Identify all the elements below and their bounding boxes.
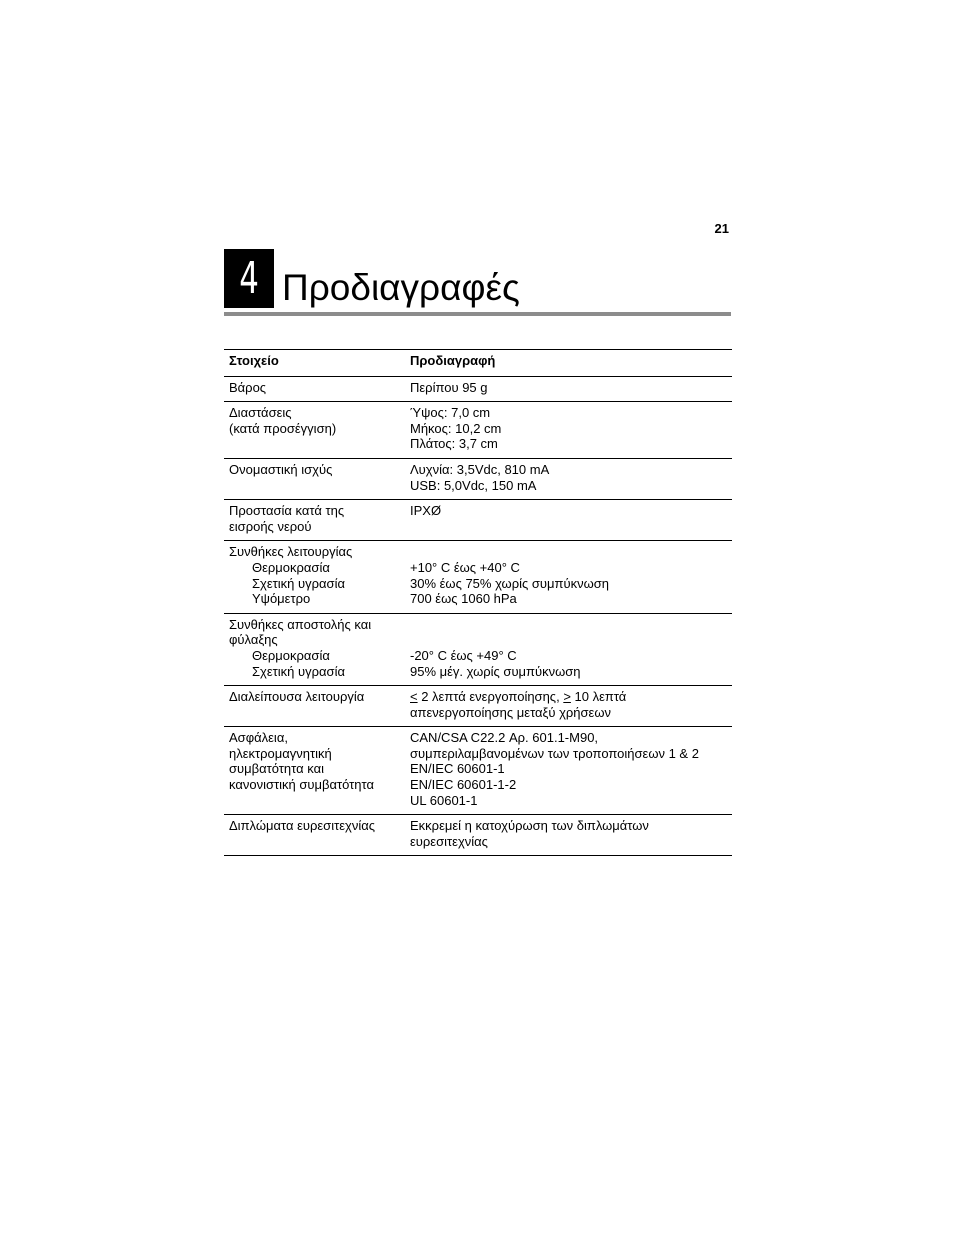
- chapter-number-box: [224, 249, 274, 308]
- title-rule: [224, 312, 731, 316]
- row-item-patents: Διπλώματα ευρεσιτεχνίας: [224, 815, 405, 856]
- less-equal-symbol: <: [410, 689, 418, 705]
- row-spec-patents: Εκκρεμεί η κατοχύρωση των διπλωμάτων ευρεσιτεχνίας: [405, 815, 732, 856]
- row-item-dimensions: Διαστάσεις (κατά προσέγγιση): [224, 402, 405, 459]
- header-spec: Προδιαγραφή: [405, 350, 732, 377]
- greater-equal-symbol: >: [563, 689, 571, 705]
- row-spec-operating-conditions: +10° C έως +40° C 30% έως 75% χωρίς συμπύκνωση 700 έως 1060 hPa: [405, 541, 732, 613]
- row-spec-intermittent-operation: < 2 λεπτά ενεργοποίησης, > 10 λεπτά απενεργοποίησης μεταξύ χρήσεων: [405, 686, 732, 727]
- table-row: [224, 402, 732, 459]
- chapter-title: Προδιαγραφές: [282, 267, 520, 308]
- row-item-operating-conditions: Συνθήκες λειτουργίας Θερμοκρασία Σχετική υγρασία Υψόμετρο: [224, 541, 405, 613]
- table-row: [224, 686, 732, 727]
- row-spec-weight: Περίπου 95 g: [405, 376, 732, 402]
- table-row: [224, 815, 732, 856]
- row-item-intermittent-operation: Διαλείπουσα λειτουργία: [224, 686, 405, 727]
- table-row: [224, 541, 732, 613]
- page-number: 21: [714, 221, 729, 236]
- row-spec-dimensions: Ύψος: 7,0 cm Μήκος: 10,2 cm Πλάτος: 3,7 cm: [405, 402, 732, 459]
- table-row: [224, 500, 732, 541]
- row-item-safety-compliance: Ασφάλεια, ηλεκτρομαγνητική συμβατότητα και κανονιστική συμβατότητα: [224, 727, 405, 815]
- table-row: [224, 727, 732, 815]
- table-row: [224, 458, 732, 499]
- table-header-row: [224, 350, 732, 377]
- row-item-rated-power: Ονομαστική ισχύς: [224, 458, 405, 499]
- header-item: Στοιχείο: [224, 350, 405, 377]
- table-row: [224, 613, 732, 685]
- chapter-number: 4: [239, 253, 259, 304]
- row-item-weight: Βάρος: [224, 376, 405, 402]
- row-item-shipping-storage: Συνθήκες αποστολής και φύλαξης Θερμοκρασία Σχετική υγρασία: [224, 613, 405, 685]
- table-row: [224, 376, 732, 402]
- specifications-table: [224, 349, 732, 856]
- row-spec-shipping-storage: -20° C έως +49° C 95% μέγ. χωρίς συμπύκνωση: [405, 613, 732, 685]
- row-spec-rated-power: Λυχνία: 3,5Vdc, 810 mA USB: 5,0Vdc, 150 mA: [405, 458, 732, 499]
- row-spec-safety-compliance: CAN/CSA C22.2 Αρ. 601.1-M90, συμπεριλαμβανομένων των τροποποιήσεων 1 & 2 EN/IEC 60601-1 EN/IEC 60601-1-2 UL 60601-1: [405, 727, 732, 815]
- row-spec-water-ingress: IPXØ: [405, 500, 732, 541]
- row-item-water-ingress: Προστασία κατά της εισροής νερού: [224, 500, 405, 541]
